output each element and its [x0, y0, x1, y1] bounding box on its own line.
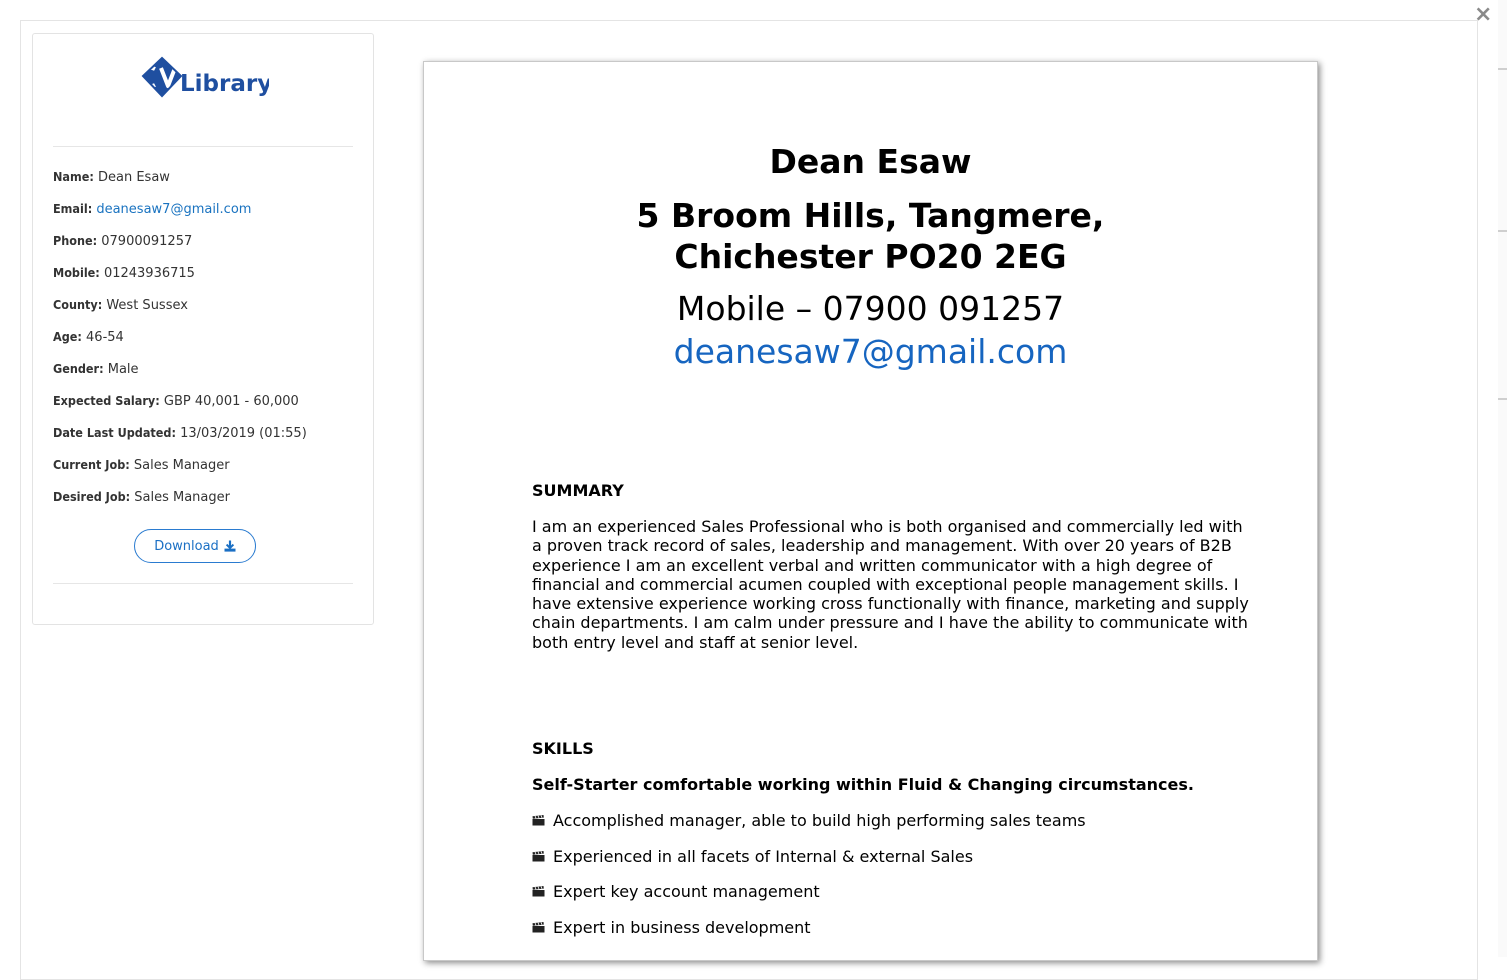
clapperboard-icon [532, 815, 545, 826]
skills-subheading: Self-Starter comfortable working within Fluid & Changing circumstances. [532, 775, 1194, 794]
download-label: Download [154, 538, 219, 554]
field-gender: Gender: Male [53, 361, 139, 377]
field-date-last-updated: Date Last Updated: 13/03/2019 (01:55) [53, 425, 307, 441]
list-item: Expert in business development [532, 918, 811, 937]
sidebar-divider [53, 146, 353, 147]
clapperboard-icon [532, 851, 545, 862]
field-current-job: Current Job: Sales Manager [53, 457, 230, 473]
close-icon[interactable]: × [1474, 2, 1493, 27]
clapperboard-icon [532, 886, 545, 897]
cv-document [423, 61, 1318, 961]
cv-address-line1: 5 Broom Hills, Tangmere, [636, 196, 1105, 235]
sidebar-divider-bottom [53, 583, 353, 584]
page-scroll-edge [1498, 0, 1507, 957]
cv-address-line2: Chichester PO20 2EG [674, 237, 1067, 276]
field-phone: Phone: 07900091257 [53, 233, 193, 249]
svg-text:Library: Library [180, 71, 269, 97]
download-icon [224, 540, 236, 552]
candidate-sidebar [32, 33, 374, 625]
field-county: County: West Sussex [53, 297, 188, 313]
field-desired-job: Desired Job: Sales Manager [53, 489, 230, 505]
skills-heading: SKILLS [532, 739, 594, 758]
clapperboard-icon [532, 922, 545, 933]
cv-email-link[interactable]: deanesaw7@gmail.com [673, 332, 1068, 371]
summary-heading: SUMMARY [532, 481, 624, 500]
list-item: Accomplished manager, able to build high performing sales teams [532, 811, 1086, 830]
field-expected-salary: Expected Salary: GBP 40,001 - 60,000 [53, 393, 299, 409]
cv-address [424, 195, 1317, 277]
field-name: Name: Dean Esaw [53, 169, 170, 185]
cv-mobile: Mobile – 07900 091257 [676, 289, 1065, 328]
cv-library-logo [139, 54, 269, 108]
download-button[interactable] [134, 529, 256, 563]
field-age: Age: 46-54 [53, 329, 124, 345]
field-mobile: Mobile: 01243936715 [53, 265, 195, 281]
email-link[interactable]: deanesaw7@gmail.com [96, 202, 252, 217]
cv-name: Dean Esaw [769, 142, 972, 181]
summary-text: I am an experienced Sales Professional who is both organised and commercially led with a proven track record of sales, leadership and management. With over 20 years of B2B experience I am an excellent verbal and written communicator with a high degree of financial and commercial acumen coupled with exceptional people management skills. I have extensive experience working cross functionally with finance, marketing and supply chain departments. I am calm under pressure and I have the ability to communicate with both entry level and staff at senior level. [532, 517, 1249, 652]
list-item: Experienced in all facets of Internal & external Sales [532, 847, 973, 866]
field-email: Email: deanesaw7@gmail.com [53, 201, 252, 217]
list-item: Expert key account management [532, 882, 820, 901]
